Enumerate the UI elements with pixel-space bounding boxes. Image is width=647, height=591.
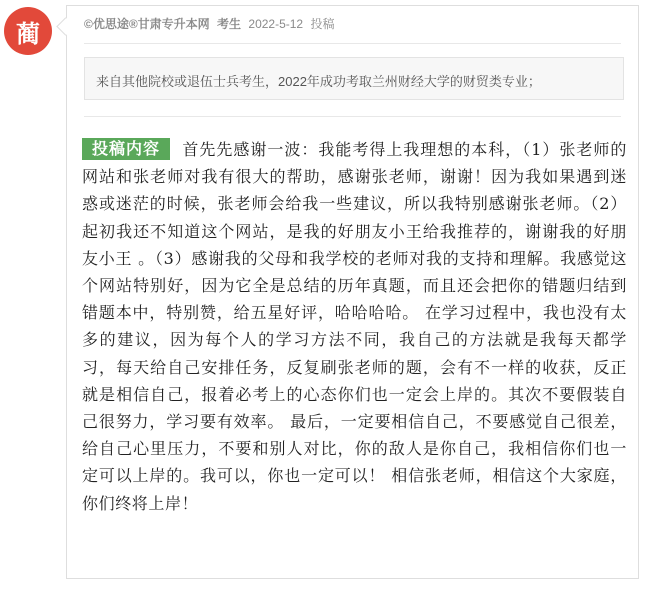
author-name[interactable]: ©优思途®甘肃专升本网 xyxy=(84,17,210,31)
post-content xyxy=(82,136,627,517)
divider xyxy=(84,43,621,44)
quote-box: 来自其他院校或退伍士兵考生，2022年成功考取兰州财经大学的财贸类专业； xyxy=(84,57,624,100)
content-tag: 投稿内容 xyxy=(82,138,170,160)
post-card xyxy=(66,5,639,579)
divider xyxy=(84,116,621,117)
post-body: 首先先感谢一波：我能考得上我理想的本科，（1）张老师的网站和张老师对我有很大的帮助，感谢张老师，谢谢！因为我如果遇到迷惑或迷茫的时候，张老师会给我一些建议，所以我特别感谢张老师。（2）起初我还不知道这个网站，是我的好朋友小王给我推荐的，谢谢我的好朋友小王 。（3）感谢我的父母和我学校的老师对我的支持和理解。我感觉这个网站特别好，因为它全是总结的历年真题，而且还会把你的错题归结到错题本中，特别赞，给五星好评，哈哈哈哈。 在学习过程中，我也没有太多的建议，因为每个人的学习方法不同，我自己的方法就是我每天都学习，每天给自己安排任务，反复刷张老师的题，会有不一样的收获，反正就是相信自己，报着必考上的心态你们也一定会上岸的。其次不要假装自己很努力，学习要有效率。 最后，一定要相信自己，不要感觉自己很差，给自己心里压力，不要和别人对比，你的敌人是你自己，我相信你们也一定可以上岸的。我可以，你也一定可以！ 相信张老师，相信这个大家庭，你们终将上岸！ xyxy=(82,140,627,513)
post-date: 2022-5-12 xyxy=(248,17,304,31)
avatar: 蔺 xyxy=(4,7,52,55)
author-role: 考生 xyxy=(217,17,242,31)
post-meta xyxy=(84,15,334,32)
post-action: 投稿 xyxy=(310,17,335,31)
